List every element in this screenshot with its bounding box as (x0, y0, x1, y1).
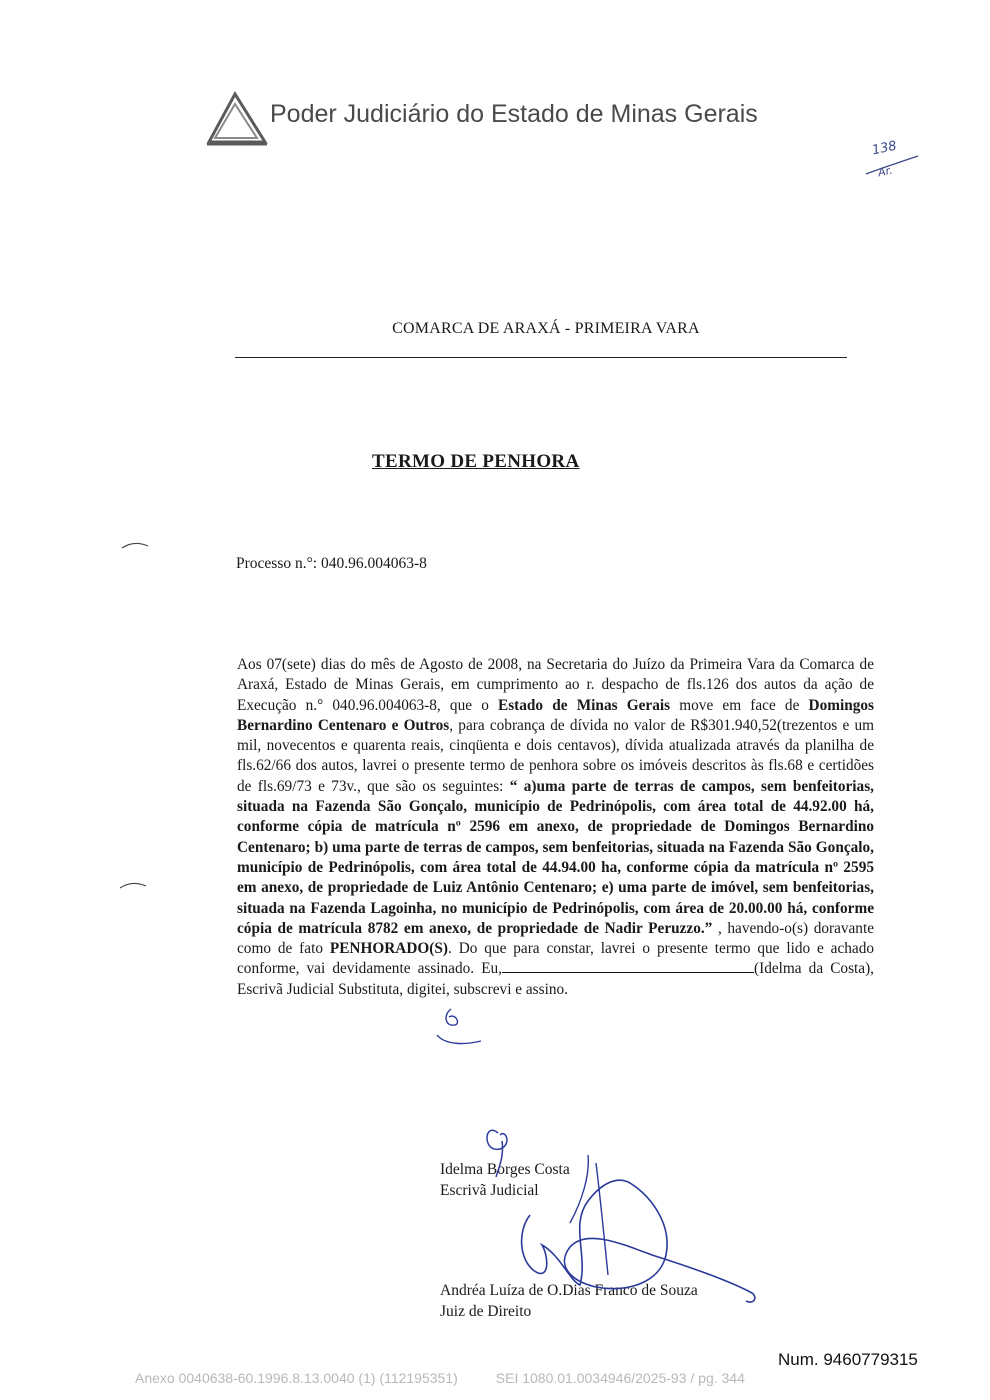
folio-initials: Ar. (876, 163, 894, 180)
body-bold-text: Domingos Bernardino Centenaro e Outros (237, 696, 874, 734)
process-number: Processo n.°: 040.96.004063-8 (236, 555, 427, 572)
body-text: , havendo-o(s) doravante como de fato (237, 919, 874, 958)
document-title: TERMO DE PENHORA (372, 451, 580, 472)
body-text: , para cobrança de dívida no valor de R$301.940,52(trezentos e um mil, novecentos e quarenta reais, cinqüenta e dois centavos), dívida atualizada através da planilha de fls.62/66 dos autos, lavrei o presente termo de penhora sobre os imóveis descritos às fls.68 e certidões de fls.69/73 e 73v., que são os seguintes: (237, 716, 874, 795)
body-text: Aos 07(sete) dias do mês de Agosto de 2008, na Secretaria do Juízo da Primeira Vara da Comarca de Araxá, Estado de Minas Gerais, em cumprimento ao r. despacho de fls.126 dos autos da ação de Execução n.° 040.96.004063-8, que o (237, 656, 874, 714)
body-bold-text: “ a)uma parte de terras de campos, sem benfeitorias, situada na Fazenda São Gonçalo, município de Pedrinópolis, com área total de 44.92.00 há, conforme cópia de matrícula nº 2596 em anexo, de propriedade de Domingos Bernardino Centenaro; b) uma parte de terras de campos, sem benfeitorias, situada na Fazenda São Gonçalo, município de Pedrinópolis, com área total de 44.94.00 ha, conforme cópia da matrícula nº 2595 em anexo, de propriedade de Luiz Antônio Centenaro; e) uma parte de imóvel, sem benfeitorias, situada na Fazenda Lagoinha, no município de Pedrinópolis, com área de 20.00.00 há, conforme cópia de matrícula 8782 em anexo, de propriedade de Nadir Peruzzo.” (237, 777, 874, 937)
divider (235, 357, 847, 358)
document-number-stamp: Num. 9460779315 (778, 1350, 918, 1369)
initials-signature (425, 1005, 485, 1050)
body-bold-text: Estado de Minas Gerais (498, 696, 671, 714)
judge-name: Andréa Luíza de O.Dias Franco de Souza (440, 1282, 698, 1299)
body-text: move em face de (670, 696, 809, 714)
signature-line (502, 960, 754, 973)
court-name: Poder Judiciário do Estado de Minas Gerais (270, 100, 758, 128)
clerk-name: Idelma Borges Costa (440, 1161, 570, 1178)
body-bold-text: PENHORADO(S) (329, 940, 448, 958)
body-paragraph (237, 655, 874, 1000)
folio-number: 138 (870, 138, 899, 159)
footer-right: SEI 1080.01.0034946/2025-93 / pg. 344 (495, 1370, 745, 1386)
footer-left: Anexo 0040638-60.1996.8.13.0040 (1) (112195351) (135, 1370, 458, 1386)
judge-role: Juiz de Direito (440, 1303, 532, 1320)
clerk-role: Escrivã Judicial (440, 1182, 539, 1199)
comarca-heading: COMARCA DE ARAXÁ - PRIMEIRA VARA (392, 320, 700, 337)
footer-watermark (135, 1370, 745, 1386)
body-text: . Do que para constar, lavrei o presente termo que lido e achado conforme, vai devidamente assinado. Eu, (237, 940, 874, 978)
body-text: (Idelma da Costa), Escrivã Judicial Substituta, digitei, subscrevi e assino. (237, 960, 874, 998)
margin-mark (118, 880, 148, 890)
margin-mark (120, 540, 150, 550)
handwritten-signature (420, 1105, 780, 1315)
triangle-logo-icon (205, 90, 269, 148)
